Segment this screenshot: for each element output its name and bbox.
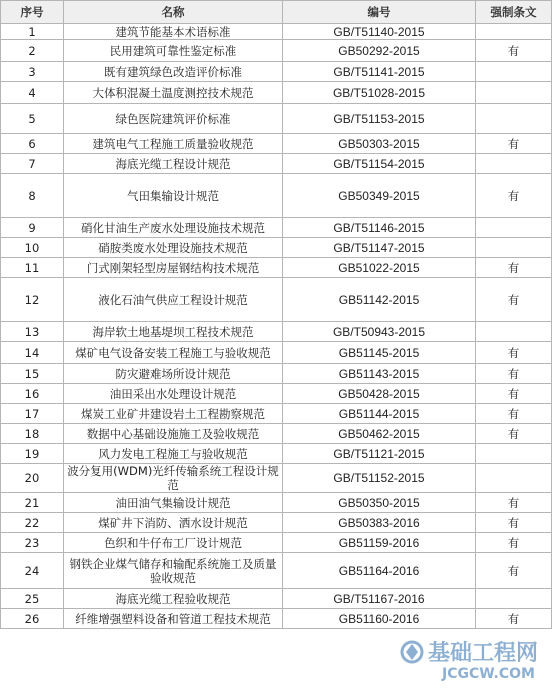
cell-code: GB/T51153-2015 [283, 104, 476, 134]
cell-code: GB50428-2015 [283, 384, 476, 404]
cell-code: GB51160-2016 [283, 609, 476, 629]
cell-name: 硝化甘油生产废水处理设施技术规范 [64, 218, 283, 238]
cell-name: 纤维增强塑料设备和管道工程技术规范 [64, 609, 283, 629]
table-row [1, 533, 552, 553]
cell-mandatory: 有 [476, 553, 552, 589]
table-row [1, 404, 552, 424]
table-row [1, 40, 552, 62]
cell-no: 9 [1, 218, 64, 238]
cell-code: GB/T51154-2015 [283, 154, 476, 174]
cell-code: GB50383-2016 [283, 513, 476, 533]
table-row [1, 342, 552, 364]
cell-code: GB51159-2016 [283, 533, 476, 553]
table-row [1, 278, 552, 322]
cell-no: 20 [1, 464, 64, 493]
cell-mandatory: 有 [476, 404, 552, 424]
cell-mandatory [476, 589, 552, 609]
table-row [1, 513, 552, 533]
cell-code: GB/T51141-2015 [283, 62, 476, 82]
cell-no: 7 [1, 154, 64, 174]
cell-mandatory: 有 [476, 493, 552, 513]
cell-mandatory [476, 444, 552, 464]
cell-name: 建筑电气工程施工质量验收规范 [64, 134, 283, 154]
cell-mandatory [476, 238, 552, 258]
cell-name: 煤矿井下消防、洒水设计规范 [64, 513, 283, 533]
cell-code: GB/T51028-2015 [283, 82, 476, 104]
cell-name: 硝胺类废水处理设施技术规范 [64, 238, 283, 258]
cell-no: 4 [1, 82, 64, 104]
cell-no: 22 [1, 513, 64, 533]
cell-name: 海底光缆工程设计规范 [64, 154, 283, 174]
cell-mandatory: 有 [476, 364, 552, 384]
cell-code: GB51145-2015 [283, 342, 476, 364]
table-row [1, 24, 552, 40]
cell-name: 煤矿电气设备安装工程施工与验收规范 [64, 342, 283, 364]
cell-mandatory: 有 [476, 342, 552, 364]
table-row [1, 553, 552, 589]
cell-code: GB50349-2015 [283, 174, 476, 218]
cell-mandatory [476, 154, 552, 174]
cell-name: 既有建筑绿色改造评价标准 [64, 62, 283, 82]
cell-name: 钢铁企业煤气储存和输配系统施工及质量验收规范 [64, 553, 283, 589]
cell-no: 12 [1, 278, 64, 322]
cell-no: 5 [1, 104, 64, 134]
cell-no: 8 [1, 174, 64, 218]
cell-no: 2 [1, 40, 64, 62]
cell-no: 23 [1, 533, 64, 553]
cell-mandatory [476, 82, 552, 104]
cell-name: 色织和牛仔布工厂设计规范 [64, 533, 283, 553]
table-row [1, 322, 552, 342]
cell-mandatory [476, 218, 552, 238]
cell-no: 19 [1, 444, 64, 464]
table-row [1, 589, 552, 609]
table-row [1, 104, 552, 134]
cell-mandatory [476, 464, 552, 493]
cell-no: 21 [1, 493, 64, 513]
header-mandatory: 强制条文 [476, 1, 552, 24]
cell-name: 数据中心基础设施施工及验收规范 [64, 424, 283, 444]
cell-code: GB/T50943-2015 [283, 322, 476, 342]
cell-no: 26 [1, 609, 64, 629]
table-row [1, 364, 552, 384]
cell-code: GB/T51121-2015 [283, 444, 476, 464]
table-row [1, 464, 552, 493]
cell-code: GB/T51147-2015 [283, 238, 476, 258]
cell-no: 25 [1, 589, 64, 609]
cell-mandatory [476, 62, 552, 82]
cell-code: GB/T51167-2016 [283, 589, 476, 609]
cell-code: GB/T51152-2015 [283, 464, 476, 493]
cell-code: GB51142-2015 [283, 278, 476, 322]
cell-no: 16 [1, 384, 64, 404]
cell-no: 24 [1, 553, 64, 589]
cell-name: 大体积混凝土温度测控技术规范 [64, 82, 283, 104]
cell-code: GB51144-2015 [283, 404, 476, 424]
cell-no: 18 [1, 424, 64, 444]
cell-no: 11 [1, 258, 64, 278]
cell-code: GB50303-2015 [283, 134, 476, 154]
cell-mandatory: 有 [476, 533, 552, 553]
cell-code: GB51143-2015 [283, 364, 476, 384]
cell-mandatory: 有 [476, 40, 552, 62]
watermark-logo [398, 634, 548, 684]
cell-name: 风力发电工程施工与验收规范 [64, 444, 283, 464]
watermark-en-text: JCGCW.COM [442, 666, 535, 682]
cell-no: 3 [1, 62, 64, 82]
cell-code: GB/T51140-2015 [283, 24, 476, 40]
table-row [1, 218, 552, 238]
watermark-cn-text: 基础工程网 [428, 641, 539, 666]
cell-code: GB50292-2015 [283, 40, 476, 62]
cell-name: 绿色医院建筑评价标准 [64, 104, 283, 134]
cell-code: GB51164-2016 [283, 553, 476, 589]
cell-mandatory [476, 322, 552, 342]
cell-mandatory: 有 [476, 174, 552, 218]
cell-code: GB51022-2015 [283, 258, 476, 278]
cell-name: 油田油气集输设计规范 [64, 493, 283, 513]
cell-mandatory [476, 24, 552, 40]
cell-mandatory: 有 [476, 513, 552, 533]
cell-mandatory: 有 [476, 609, 552, 629]
header-code: 编号 [283, 1, 476, 24]
cell-code: GB50462-2015 [283, 424, 476, 444]
table-row [1, 82, 552, 104]
table-row [1, 62, 552, 82]
cell-code: GB/T51146-2015 [283, 218, 476, 238]
cell-name: 液化石油气供应工程设计规范 [64, 278, 283, 322]
cell-mandatory [476, 104, 552, 134]
cell-no: 15 [1, 364, 64, 384]
cell-no: 10 [1, 238, 64, 258]
cell-mandatory: 有 [476, 424, 552, 444]
cell-no: 6 [1, 134, 64, 154]
table-row [1, 609, 552, 629]
table-row [1, 238, 552, 258]
cell-name: 海岸软土地基堤坝工程技术规范 [64, 322, 283, 342]
table-header-row [1, 1, 552, 24]
cell-no: 14 [1, 342, 64, 364]
table-row [1, 444, 552, 464]
cell-mandatory: 有 [476, 278, 552, 322]
cell-name: 海底光缆工程验收规范 [64, 589, 283, 609]
cell-code: GB50350-2015 [283, 493, 476, 513]
table-row [1, 174, 552, 218]
table-row [1, 258, 552, 278]
table-row [1, 493, 552, 513]
table-row [1, 134, 552, 154]
cell-mandatory: 有 [476, 384, 552, 404]
cell-name: 防灾避难场所设计规范 [64, 364, 283, 384]
cell-name: 民用建筑可靠性鉴定标准 [64, 40, 283, 62]
cell-mandatory: 有 [476, 258, 552, 278]
cell-name: 建筑节能基本术语标准 [64, 24, 283, 40]
header-no: 序号 [1, 1, 64, 24]
header-name: 名称 [64, 1, 283, 24]
cell-name: 气田集输设计规范 [64, 174, 283, 218]
table-row [1, 154, 552, 174]
cell-no: 17 [1, 404, 64, 424]
table-row [1, 384, 552, 404]
table-row [1, 424, 552, 444]
cell-name: 油田采出水处理设计规范 [64, 384, 283, 404]
cell-name: 煤炭工业矿井建设岩土工程勘察规范 [64, 404, 283, 424]
cell-name: 波分复用(WDM)光纤传输系统工程设计规范 [64, 464, 283, 493]
cell-mandatory: 有 [476, 134, 552, 154]
cell-name: 门式刚架轻型房屋钢结构技术规范 [64, 258, 283, 278]
cell-no: 1 [1, 24, 64, 40]
cell-no: 13 [1, 322, 64, 342]
